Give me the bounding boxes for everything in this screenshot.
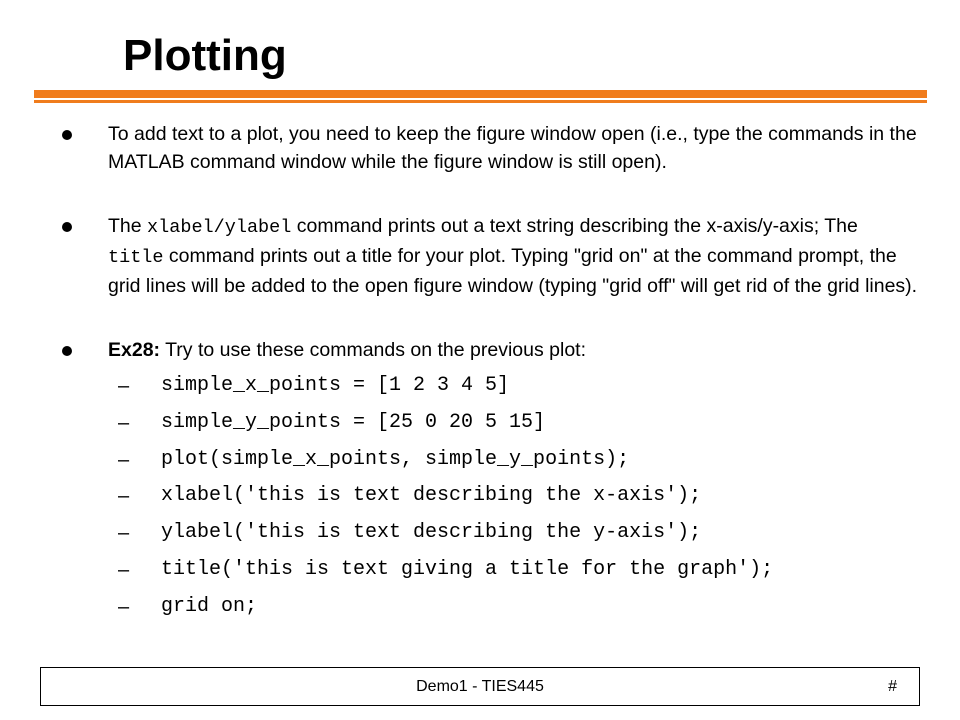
bullet-icon (62, 130, 72, 140)
inline-code: title (108, 247, 164, 268)
slide-title: Plotting (123, 31, 287, 80)
bullet-icon (62, 222, 72, 232)
code-line: ylabel('this is text describing the y-axis'); (161, 521, 702, 544)
title-underline-thin (34, 100, 927, 103)
code-line: grid on; (161, 595, 258, 618)
dash-icon: – (118, 449, 130, 471)
code-line: plot(simple_x_points, simple_y_points); (161, 448, 630, 471)
example-label: Ex28: (108, 339, 161, 361)
bullet-item (108, 336, 918, 364)
bullet-text: To add text to a plot, you need to keep the figure window open (i.e., type the commands in the MATLAB command window while the figure window is still open). (108, 123, 917, 173)
code-line: xlabel('this is text describing the x-axis'); (161, 484, 702, 507)
dash-icon: – (118, 559, 130, 581)
inline-code: xlabel/ylabel (147, 217, 292, 238)
bullet-text: command prints out a text string describing the x-axis/y-axis; The (291, 215, 858, 237)
dash-icon: – (118, 522, 130, 544)
code-line: title('this is text giving a title for the graph'); (161, 558, 774, 581)
dash-icon: – (118, 412, 130, 434)
bullet-item (108, 212, 918, 300)
bullet-icon (62, 346, 72, 356)
code-line: simple_y_points = [25 0 20 5 15] (161, 411, 546, 434)
dash-icon: – (118, 596, 130, 618)
dash-icon: – (118, 485, 130, 507)
title-underline (34, 90, 927, 98)
dash-icon: – (118, 375, 130, 397)
bullet-text: Try to use these commands on the previous plot: (160, 339, 587, 361)
bullet-text: command prints out a title for your plot. Typing "grid on" at the command prompt, the grid lines will be added to the open figure window (typing "grid off" will get rid of the grid lines). (108, 245, 918, 297)
page-number: # (888, 678, 897, 695)
footer-text: Demo1 - TIES445 (416, 678, 544, 695)
bullet-item (108, 120, 918, 176)
bullet-text: The (108, 215, 148, 237)
footer (40, 667, 920, 706)
code-line: simple_x_points = [1 2 3 4 5] (161, 374, 510, 397)
